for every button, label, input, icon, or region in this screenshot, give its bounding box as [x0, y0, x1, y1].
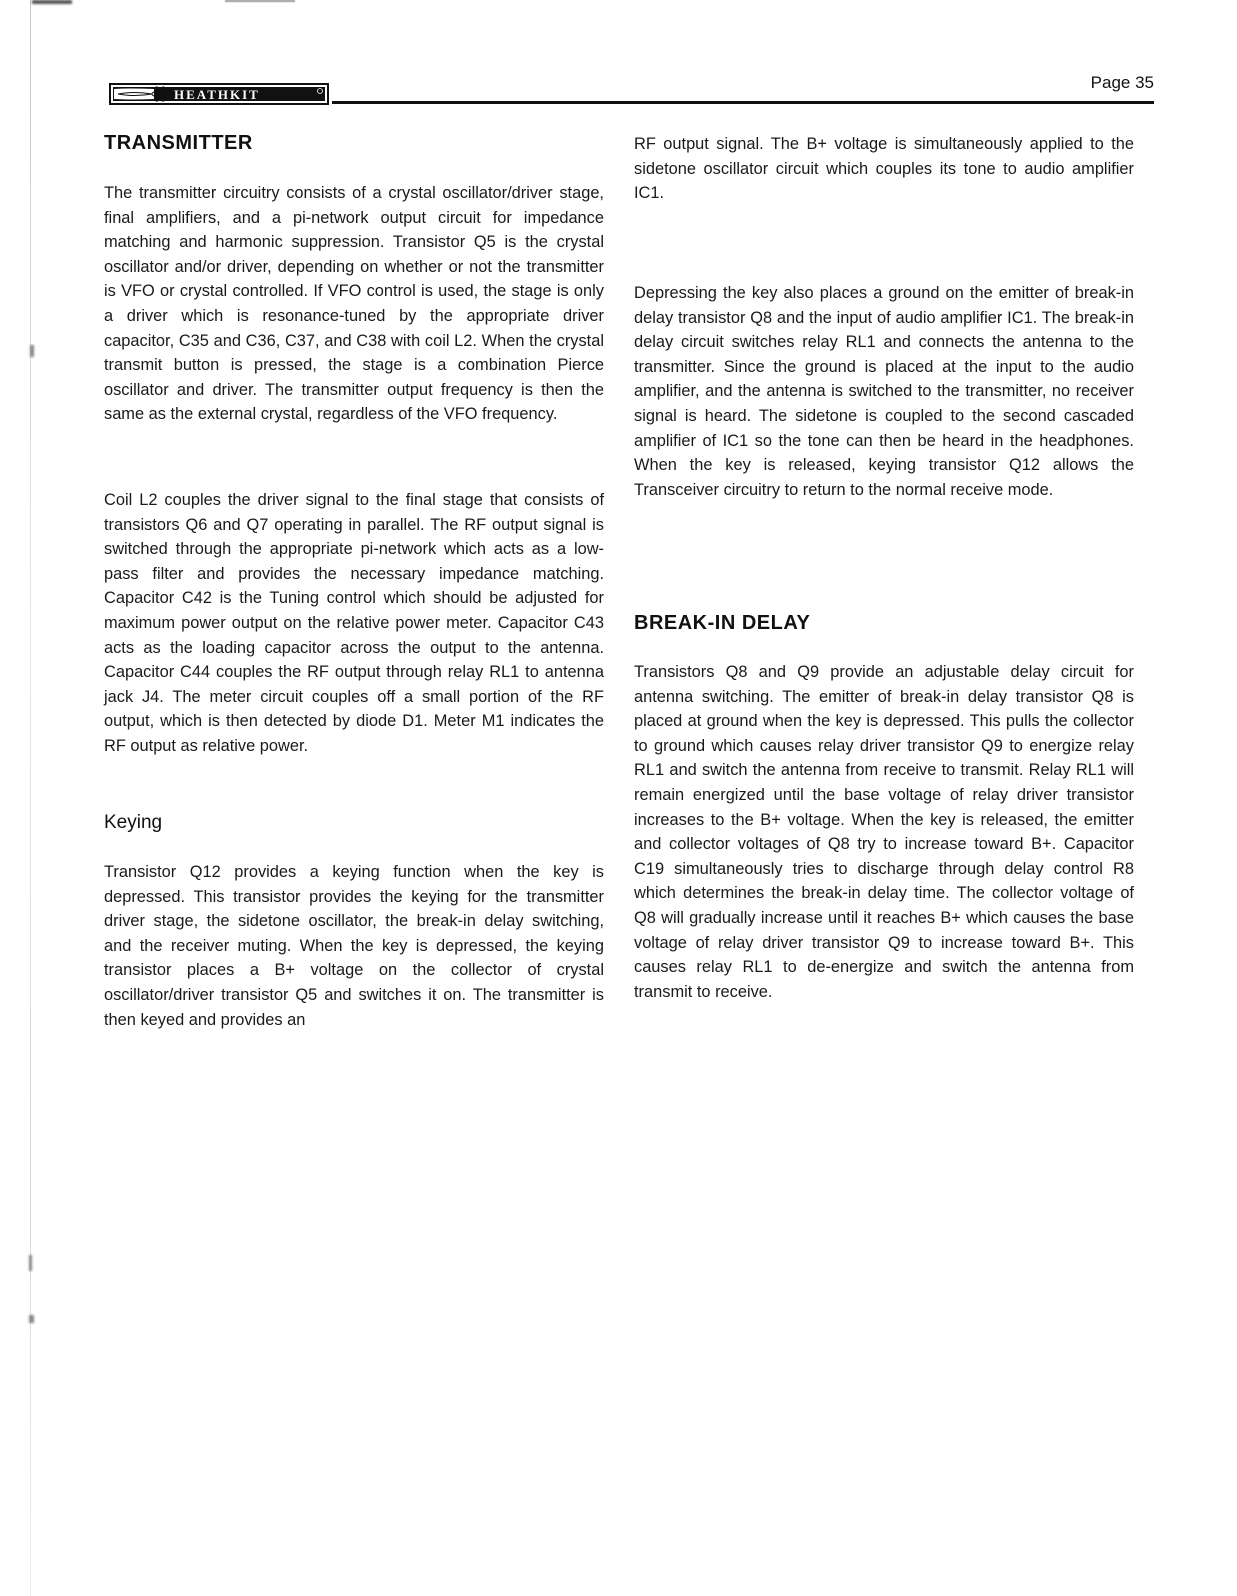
section-title-break-in-delay: BREAK-IN DELAY	[634, 612, 811, 634]
scan-edge-line	[30, 0, 31, 1596]
section-title-transmitter: TRANSMITTER	[104, 132, 253, 154]
svg-text:HEATHKIT: HEATHKIT	[174, 87, 260, 102]
heathkit-logo	[108, 80, 330, 108]
heathkit-logo-badge	[108, 80, 330, 108]
paragraph: RF output signal. The B+ voltage is simultaneously applied to the sidetone oscillator circuit which couples its tone to audio amplifier IC1.	[634, 135, 1134, 203]
paragraph: Coil L2 couples the driver signal to the final stage that consists of transistors Q6 and Q7 operating in parallel. The RF output signal is switched through the appropriate pi-network which acts as a low-pass filter and provides the necessary impedance matching. Capacitor C42 is the Tuning control which should be adjusted for maximum power output on the relative power meter. Capacitor C43 acts as the loading capacitor across the output to the antenna. Capacitor C44 couples the RF output through relay RL1 to antenna jack J4. The meter circuit couples off a small portion of the RF output, which is then detected by diode D1. Meter M1 indicates the RF output as relative power.	[104, 491, 604, 755]
scan-smudge	[29, 1255, 32, 1271]
paragraph: Depressing the key also places a ground on the emitter of break-in delay transistor Q8 and the input of audio amplifier IC1. The break-in delay circuit switches relay RL1 and connects the antenna to the transmitter. Since the ground is placed at the input to the audio amplifier, and the antenna is switched to the transmitter, no receiver signal is heard. The sidetone is coupled to the second cascaded amplifier of IC1 so the tone can then be heard in the headphones. When the key is released, keying transistor Q12 allows the Transceiver circuitry to return to the normal receive mode.	[634, 284, 1134, 499]
paragraph: Transistors Q8 and Q9 provide an adjustable delay circuit for antenna switching. The emitter of break-in delay transistor Q8 is placed at ground when the key is depressed. This pulls the collector to ground which causes relay driver transistor Q9 to energize relay RL1 and switch the antenna from receive to transmit. Relay RL1 will remain energized until the base voltage of relay driver transistor increases to the B+ voltage. When the key is released, the emitter and collector voltages of Q8 try to increase toward B+. Capacitor C19 simultaneously tries to discharge through delay control R8 which determines the break-in delay time. The collector voltage of Q8 will gradually increase until it reaches B+ which causes the base voltage of relay driver transistor Q9 to increase toward B+. This causes relay RL1 to de-energize and switch the antenna from transmit to receive.	[634, 663, 1134, 1001]
scan-smudge	[30, 345, 34, 357]
scan-smudge	[29, 1315, 34, 1323]
scan-smudge	[32, 0, 72, 4]
page-number: Page 35	[1090, 73, 1154, 92]
paragraph: The transmitter circuitry consists of a crystal oscillator/driver stage, final amplifiers, and a pi-network output circuit for impedance matching and harmonic suppression. Transistor Q5 is the crystal oscillator and/or driver, depending on whether or not the transmitter is VFO or crystal controlled. If VFO control is used, the stage is only a driver which is resonance-tuned by the appropriate driver capacitor, C35 and C36, C37, and C38 with coil L2. When the crystal transmit button is pressed, the stage is a combination Pierce oscillator and driver. The transmitter output frequency is then the same as the external crystal, regardless of the VFO frequency.	[104, 184, 604, 424]
header-rule	[332, 101, 1154, 104]
section-title-keying: Keying	[104, 812, 163, 833]
scan-smudge	[225, 0, 295, 2]
paragraph: Transistor Q12 provides a keying function when the key is depressed. This transistor provides the keying for the transmitter driver stage, the sidetone oscillator, the break-in delay switching, and the receiver muting. When the key is depressed, the keying transistor places a B+ voltage on the collector of crystal oscillator/driver transistor Q5 and switches it on. The transmitter is then keyed and provides an	[104, 863, 604, 1029]
